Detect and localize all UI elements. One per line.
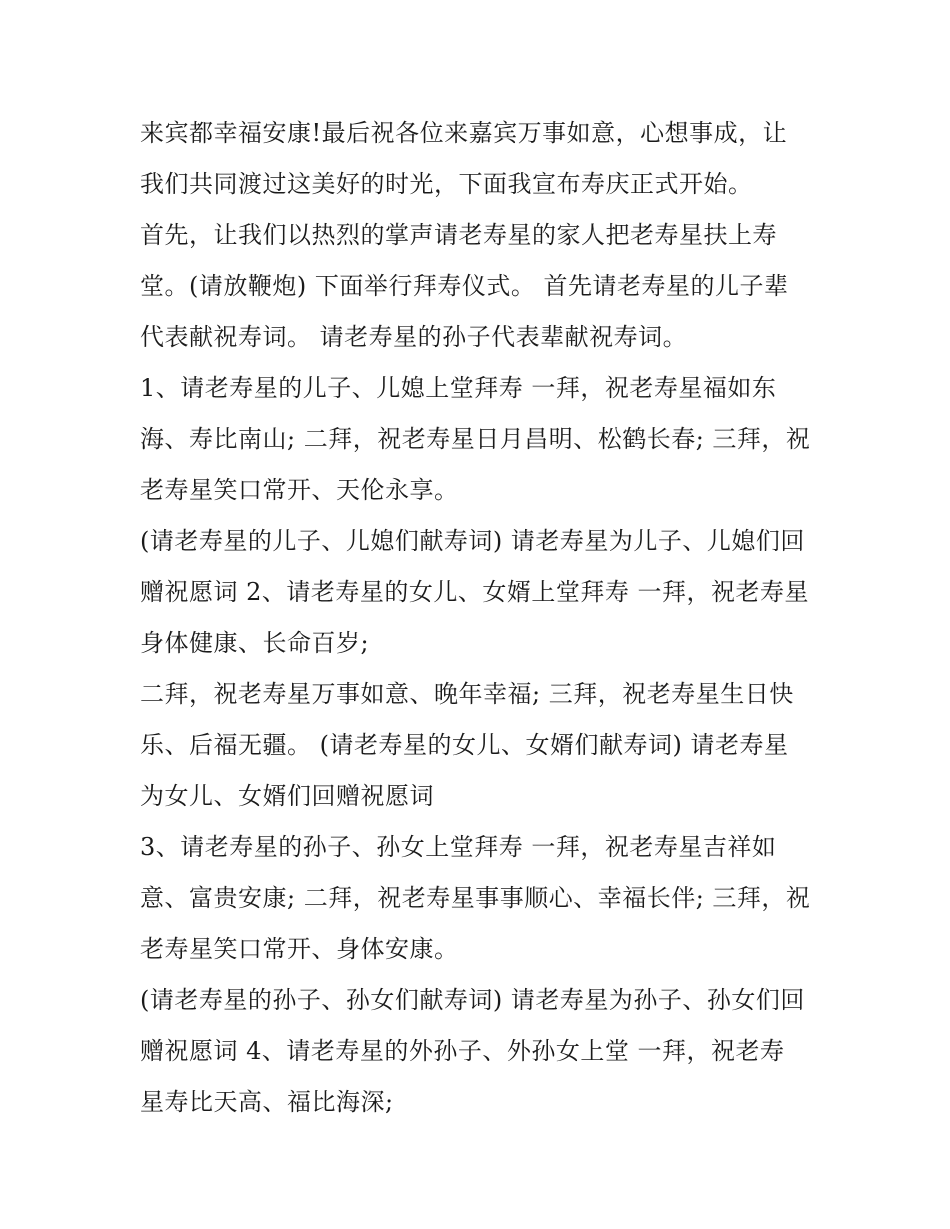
paragraph-5 (140, 669, 820, 822)
text-line: (请老寿星的儿子、儿媳们献寿词) 请老寿星为儿子、儿媳们回 (140, 527, 805, 555)
paragraph-7 (140, 975, 820, 1128)
text-line: 3、请老寿星的孙子、孙女上堂拜寿 一拜，祝老寿星吉祥如 (140, 833, 777, 861)
paragraph-1 (140, 108, 820, 210)
text-line: 星寿比天高、福比海深; (140, 1088, 394, 1116)
paragraph-3 (140, 363, 820, 516)
text-line: 首先，让我们以热烈的掌声请老寿星的家人把老寿星扶上寿 (140, 221, 777, 249)
text-line: 乐、后福无疆。 (请老寿星的女儿、女婿们献寿词) 请老寿星 (140, 731, 789, 759)
text-line: 海、寿比南山; 二拜，祝老寿星日月昌明、松鹤长春; 三拜，祝 (140, 425, 811, 453)
text-line: 身体健康、长命百岁; (140, 629, 370, 657)
paragraph-2 (140, 210, 820, 363)
text-line: 二拜，祝老寿星万事如意、晚年幸福; 三拜，祝老寿星生日快 (140, 680, 794, 708)
text-line: 老寿星笑口常开、身体安康。 (140, 935, 459, 963)
text-line: 代表献祝寿词。 请老寿星的孙子代表辈献祝寿词。 (140, 323, 688, 351)
paragraph-4 (140, 516, 820, 669)
paragraph-6 (140, 822, 820, 975)
text-line: 意、富贵安康; 二拜，祝老寿星事事顺心、幸福长伴; 三拜，祝 (140, 884, 811, 912)
text-line: 我们共同渡过这美好的时光，下面我宣布寿庆正式开始。 (140, 170, 753, 198)
text-line: 1、请老寿星的儿子、儿媳上堂拜寿 一拜，祝老寿星福如东 (140, 374, 777, 402)
text-line: 来宾都幸福安康!最后祝各位来嘉宾万事如意，心想事成，让 (140, 119, 788, 147)
text-line: 赠祝愿词 4、请老寿星的外孙子、外孙女上堂 一拜，祝老寿 (140, 1037, 785, 1065)
text-line: 老寿星笑口常开、天伦永享。 (140, 476, 459, 504)
text-line: 为女儿、女婿们回赠祝愿词 (140, 782, 434, 810)
text-line: (请老寿星的孙子、孙女们献寿词) 请老寿星为孙子、孙女们回 (140, 986, 805, 1014)
text-line: 堂。(请放鞭炮) 下面举行拜寿仪式。 首先请老寿星的儿子辈 (140, 272, 789, 300)
document-body (140, 108, 820, 1128)
text-line: 赠祝愿词 2、请老寿星的女儿、女婿上堂拜寿 一拜，祝老寿星 (140, 578, 810, 606)
